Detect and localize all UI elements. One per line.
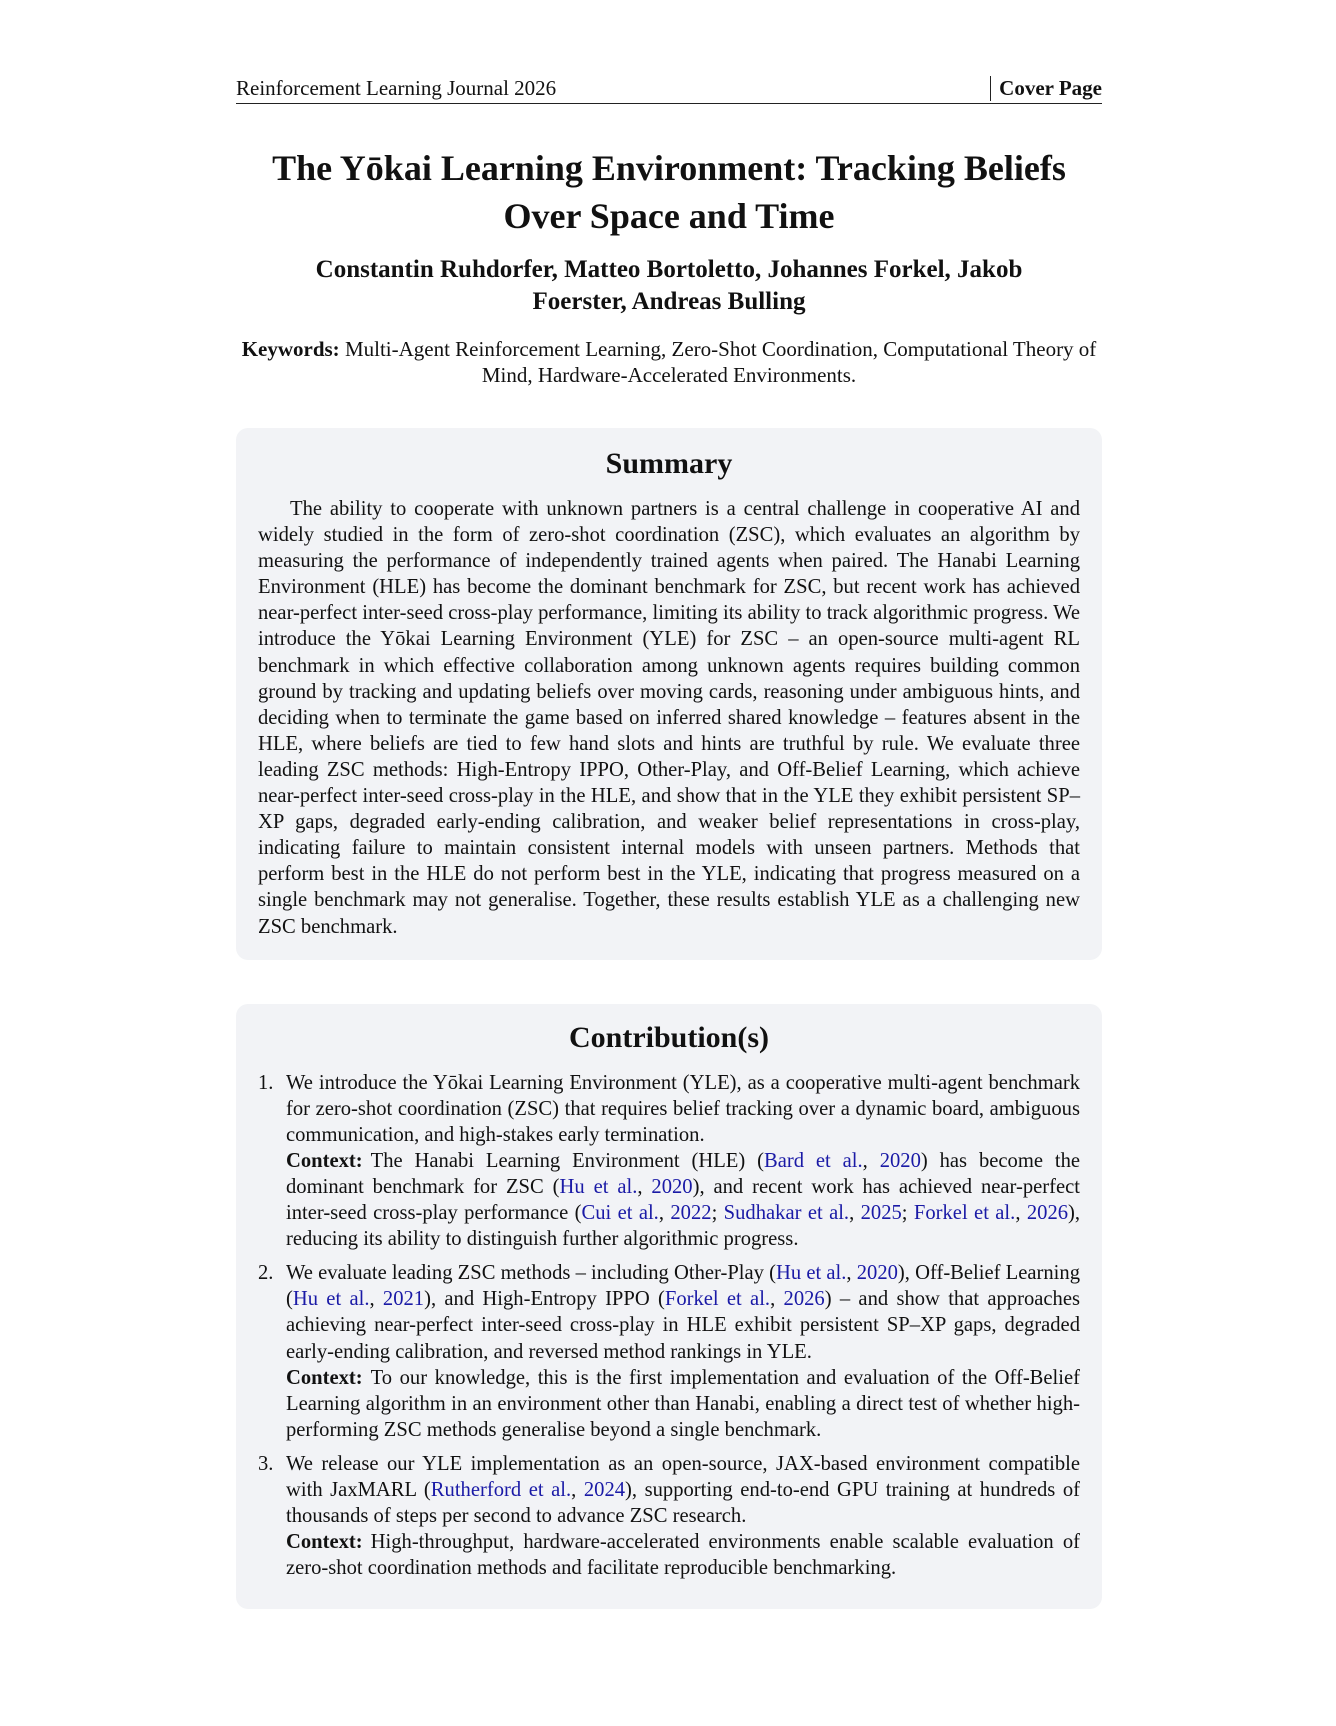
author-list: Constantin Ruhdorfer, Matteo Bortoletto, Johannes Forkel, Jakob Foerster, Andreas Bulling: [315, 256, 1023, 315]
running-header: [236, 76, 1102, 104]
citation-link[interactable]: 2026: [1026, 1202, 1069, 1225]
citation-link[interactable]: Hu et al.: [559, 1175, 638, 1198]
contribution-text: The Hanabi Learning Environment (HLE) (: [370, 1149, 764, 1172]
contribution-context: [286, 1148, 1080, 1252]
contribution-text: ,: [846, 1262, 857, 1285]
contribution-text: ), Off-Belief Learning (: [286, 1262, 1081, 1311]
citation-link[interactable]: 2020: [856, 1262, 898, 1285]
citation-link[interactable]: Cui et al.: [581, 1202, 659, 1225]
contribution-text: ,: [571, 1479, 584, 1501]
context-label: Context:: [286, 1149, 363, 1172]
citation-link[interactable]: Hu et al.: [292, 1288, 370, 1311]
citation-link[interactable]: 2020: [879, 1149, 921, 1172]
contribution-text: ,: [658, 1202, 671, 1225]
contribution-text: We introduce the Yōkai Learning Environment (YLE), as a cooperative multi-agent benchmark for zero-shot coordination (ZSC) that requires belief tracking over a dynamic board, ambiguous communication, and high-stakes early termination.: [286, 1071, 1080, 1146]
contribution-item: [258, 1451, 1080, 1581]
contribution-text: High-throughput, hardware-accelerated environments enable scalable evaluation of zero-shot coordination methods and facilitate reproducible benchmarking.: [286, 1531, 1080, 1580]
contribution-item: [258, 1070, 1080, 1253]
contributions-list: [258, 1070, 1080, 1582]
contribution-statement: [286, 1260, 1080, 1364]
section-label: Cover Page: [990, 76, 1102, 101]
contribution-text: ), and High-Entropy IPPO (: [424, 1288, 665, 1311]
citation-link[interactable]: 2022: [670, 1202, 712, 1225]
citation-link[interactable]: Sudhakar et al.: [723, 1202, 850, 1225]
citation-link[interactable]: 2024: [583, 1479, 626, 1501]
contribution-text: ;: [901, 1202, 914, 1225]
contribution-text: ,: [862, 1149, 880, 1172]
citation-link[interactable]: Bard et al.: [763, 1149, 863, 1172]
contribution-statement: [286, 1070, 1080, 1148]
summary-heading: Summary: [605, 447, 733, 480]
citation-link[interactable]: Forkel et al.: [913, 1202, 1016, 1225]
contribution-text: To our knowledge, this is the first implementation and evaluation of the Off-Belief Learning algorithm in an environment other than Hanabi, enabling a direct test of whether high-performing ZSC methods generalise beyond a single benchmark.: [286, 1366, 1080, 1441]
contribution-text: ,: [637, 1175, 652, 1198]
journal-name: Reinforcement Learning Journal 2026: [236, 76, 557, 100]
contribution-text: ,: [770, 1288, 784, 1311]
keywords-text: Multi-Agent Reinforcement Learning, Zero-Shot Coordination, Computational Theory of Mind, Hardware-Accelerated Environments.: [344, 337, 1097, 387]
citation-link[interactable]: 2021: [382, 1288, 425, 1311]
contribution-text: ), supporting end-to-end GPU training at hundreds of thousands of steps per second to advance ZSC research.: [286, 1479, 1081, 1528]
citation-link[interactable]: Forkel et al.: [664, 1288, 771, 1311]
citation-link[interactable]: 2026: [783, 1288, 825, 1311]
citation-link[interactable]: 2020: [651, 1175, 693, 1198]
citation-link[interactable]: 2025: [860, 1202, 902, 1225]
citation-link[interactable]: Hu et al.: [776, 1262, 847, 1285]
context-label: Context:: [286, 1531, 363, 1554]
keywords-label: Keywords:: [241, 337, 340, 361]
keywords: [236, 336, 1102, 388]
contributions-heading: Contribution(s): [568, 1020, 770, 1054]
contribution-text: ;: [711, 1202, 724, 1225]
paper-page: [236, 76, 1102, 1609]
citation-link[interactable]: Rutherford et al.: [430, 1479, 572, 1501]
contribution-text: ,: [1015, 1202, 1027, 1225]
contribution-text: ) – and show that approaches achieving near-perfect inter-seed cross-play in HLE exhibit persistent SP–XP gaps, degraded early-ending calibration, and reversed method rankings in YLE.: [286, 1288, 1080, 1363]
contribution-statement: [286, 1451, 1080, 1529]
contribution-text: ,: [849, 1202, 861, 1225]
contribution-text: We release our YLE implementation as an open-source, JAX-based environment compatible with JaxMARL (: [286, 1452, 1080, 1501]
contributions-box: [236, 1004, 1102, 1610]
contribution-number: 2.: [258, 1262, 274, 1285]
summary-box: [236, 428, 1102, 960]
summary-text: The ability to cooperate with unknown partners is a central challenge in cooperative AI and widely studied in the form of zero-shot coordination (ZSC), which evaluates an algorithm by measuring the performance of independently trained agents when paired. The Hanabi Learning Environment (HLE) has become the dominant benchmark for ZSC, but recent work has achieved near-perfect inter-seed cross-play performance, limiting its ability to track algorithmic progress. We introduce the Yōkai Learning Environment (YLE) for ZSC – an open-source multi-agent RL benchmark in which effective collaboration among unknown agents requires building common ground by tracking and updating beliefs over moving cards, reasoning under ambiguous hints, and deciding when to terminate the game based on inferred shared knowledge – features absent in the HLE, where beliefs are tied to few hand slots and hints are truthful by rule. We evaluate three leading ZSC methods: High-Entropy IPPO, Other-Play, and Off-Belief Learning, which achieve near-perfect inter-seed cross-play in the HLE, and show that in the YLE they exhibit persistent SP–XP gaps, degraded early-ending calibration, and weaker belief representations in cross-play, indicating failure to maintain consistent internal models with unseen partners. Methods that perform best in the HLE do not perform best in the YLE, indicating that progress measured on a single benchmark may not generalise. Together, these results establish YLE as a challenging new ZSC benchmark.: [258, 498, 1080, 938]
contribution-text: ), reducing its ability to distinguish further algorithmic progress.: [286, 1202, 1081, 1251]
contribution-context: [286, 1365, 1080, 1443]
paper-title: The Yōkai Learning Environment: Tracking Beliefs Over Space and Time: [272, 148, 1066, 236]
contribution-item: [258, 1260, 1080, 1443]
contribution-text: ) has become the dominant benchmark for ZSC (: [286, 1149, 1081, 1198]
contribution-context: [286, 1529, 1080, 1581]
contribution-text: ), and recent work has achieved near-perfect inter-seed cross-play performance (: [286, 1175, 1081, 1225]
context-label: Context:: [286, 1366, 363, 1389]
contribution-number: 1.: [258, 1071, 274, 1094]
contribution-number: 3.: [258, 1452, 274, 1475]
contribution-text: ,: [369, 1288, 383, 1311]
contribution-text: We evaluate leading ZSC methods – including Other-Play (: [286, 1262, 776, 1285]
